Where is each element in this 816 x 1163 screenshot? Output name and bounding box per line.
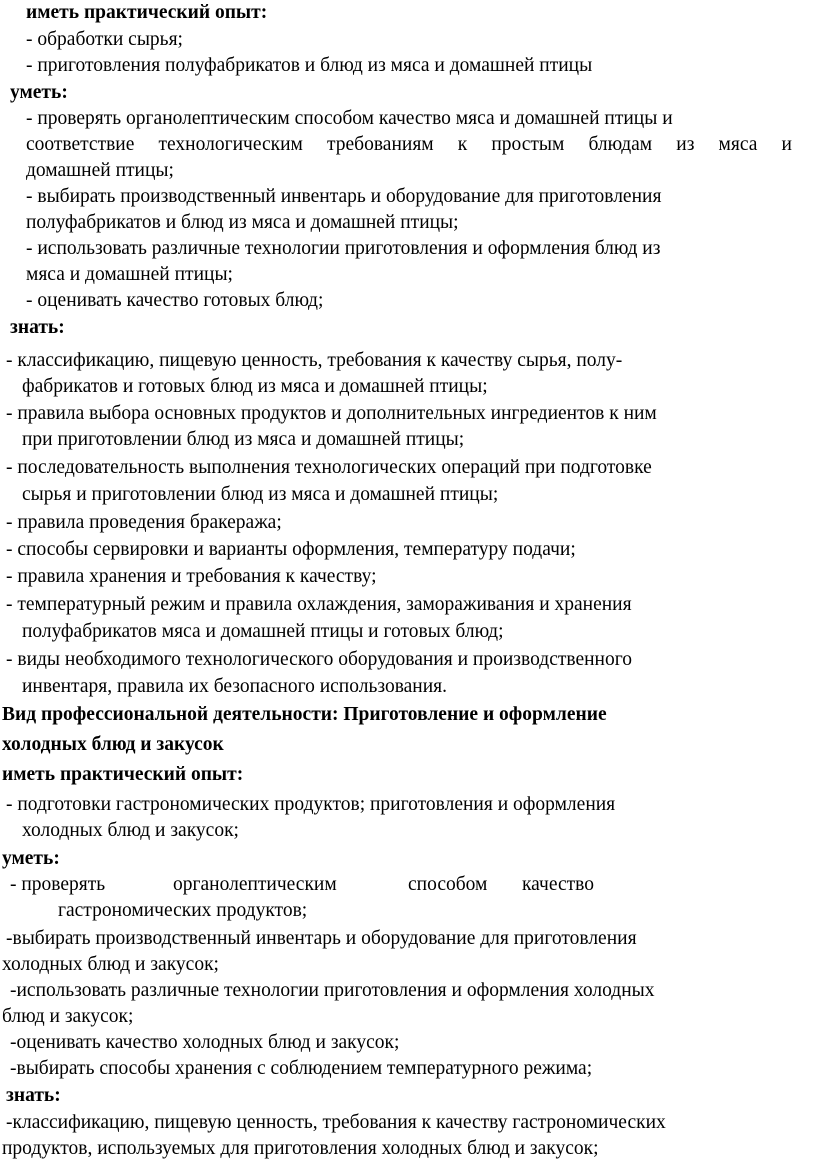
knowledge-line: - правила выбора основных продуктов и дополнительных ингредиентов к ним: [6, 403, 657, 424]
skill-line: гастрономических продуктов;: [58, 900, 308, 921]
knowledge-line: -классификацию, пищевую ценность, требования к качеству гастрономических: [6, 1112, 666, 1133]
section-title: холодных блюд и закусок: [2, 734, 224, 755]
knowledge-line: - виды необходимого технологического оборудования и производственного: [6, 649, 632, 670]
practice-heading: иметь практический опыт:: [26, 2, 268, 23]
skill-line: -выбирать производственный инвентарь и оборудование для приготовления: [6, 928, 637, 949]
word: качество: [522, 874, 595, 895]
knowledge-heading: знать:: [6, 1085, 61, 1106]
skills-heading: уметь:: [2, 848, 60, 869]
word: и: [781, 134, 792, 155]
knowledge-line: при приготовлении блюд из мяса и домашней птицы;: [22, 429, 465, 450]
skill-line: домашней птицы;: [26, 160, 174, 181]
knowledge-line: инвентаря, правила их безопасного использования.: [22, 676, 448, 697]
skill-line: мяса и домашней птицы;: [26, 264, 233, 285]
word: к: [457, 134, 468, 155]
knowledge-line: - правила проведения бракеража;: [6, 512, 282, 533]
practice-line: холодных блюд и закусок;: [22, 820, 239, 841]
knowledge-line: сырья и приготовлении блюд из мяса и домашней птицы;: [22, 484, 499, 505]
skill-line-justified: [26, 132, 792, 158]
skill-line: - выбирать производственный инвентарь и оборудование для приготовления: [26, 186, 662, 207]
word: блюдам: [588, 134, 653, 155]
word: способом: [408, 874, 488, 895]
knowledge-heading: знать:: [10, 317, 65, 338]
knowledge-line: фабрикатов и готовых блюд из мяса и домашней птицы;: [22, 376, 488, 397]
knowledge-line: - последовательность выполнения технологических операций при подготовке: [6, 457, 652, 478]
practice-heading: иметь практический опыт:: [2, 764, 244, 785]
skill-line: полуфабрикатов и блюд из мяса и домашней птицы;: [26, 212, 459, 233]
knowledge-line: - способы сервировки и варианты оформления, температуру подачи;: [6, 539, 576, 560]
word: соответствие: [26, 134, 135, 155]
skill-line: блюд и закусок;: [2, 1006, 134, 1027]
knowledge-line: - температурный режим и правила охлаждения, замораживания и хранения: [6, 594, 632, 615]
knowledge-line: продуктов, используемых для приготовления холодных блюд и закусок;: [2, 1138, 599, 1159]
word: из: [676, 134, 695, 155]
skill-line: -использовать различные технологии приготовления и оформления холодных: [10, 980, 655, 1001]
section-title: Вид профессиональной деятельности: Приготовление и оформление: [2, 704, 607, 725]
skill-line: - оценивать качество готовых блюд;: [26, 290, 324, 311]
word: простым: [491, 134, 565, 155]
practice-item: - обработки сырья;: [26, 29, 183, 50]
skill-line: - использовать различные технологии приготовления и оформления блюд из: [26, 238, 661, 259]
skill-line: - проверять органолептическим способом качество мяса и домашней птицы и: [26, 108, 673, 129]
word: органолептическим: [173, 874, 337, 895]
knowledge-line: - классификацию, пищевую ценность, требования к качеству сырья, полу-: [6, 350, 623, 371]
skill-line: -выбирать способы хранения с соблюдением температурного режима;: [10, 1058, 593, 1079]
word: технологическим: [158, 134, 303, 155]
skills-heading: уметь:: [10, 82, 68, 103]
skill-line: холодных блюд и закусок;: [2, 954, 219, 975]
knowledge-line: полуфабрикатов мяса и домашней птицы и готовых блюд;: [22, 621, 504, 642]
knowledge-line: - правила хранения и требования к качеству;: [6, 566, 377, 587]
word: требованиям: [327, 134, 434, 155]
word: мяса: [718, 134, 758, 155]
skill-line-spaced: [10, 872, 630, 898]
practice-line: - подготовки гастрономических продуктов; приготовления и оформления: [6, 794, 616, 815]
practice-item: - приготовления полуфабрикатов и блюд из мяса и домашней птицы: [26, 55, 593, 76]
word: - проверять: [10, 874, 106, 895]
skill-line: -оценивать качество холодных блюд и закусок;: [10, 1032, 400, 1053]
